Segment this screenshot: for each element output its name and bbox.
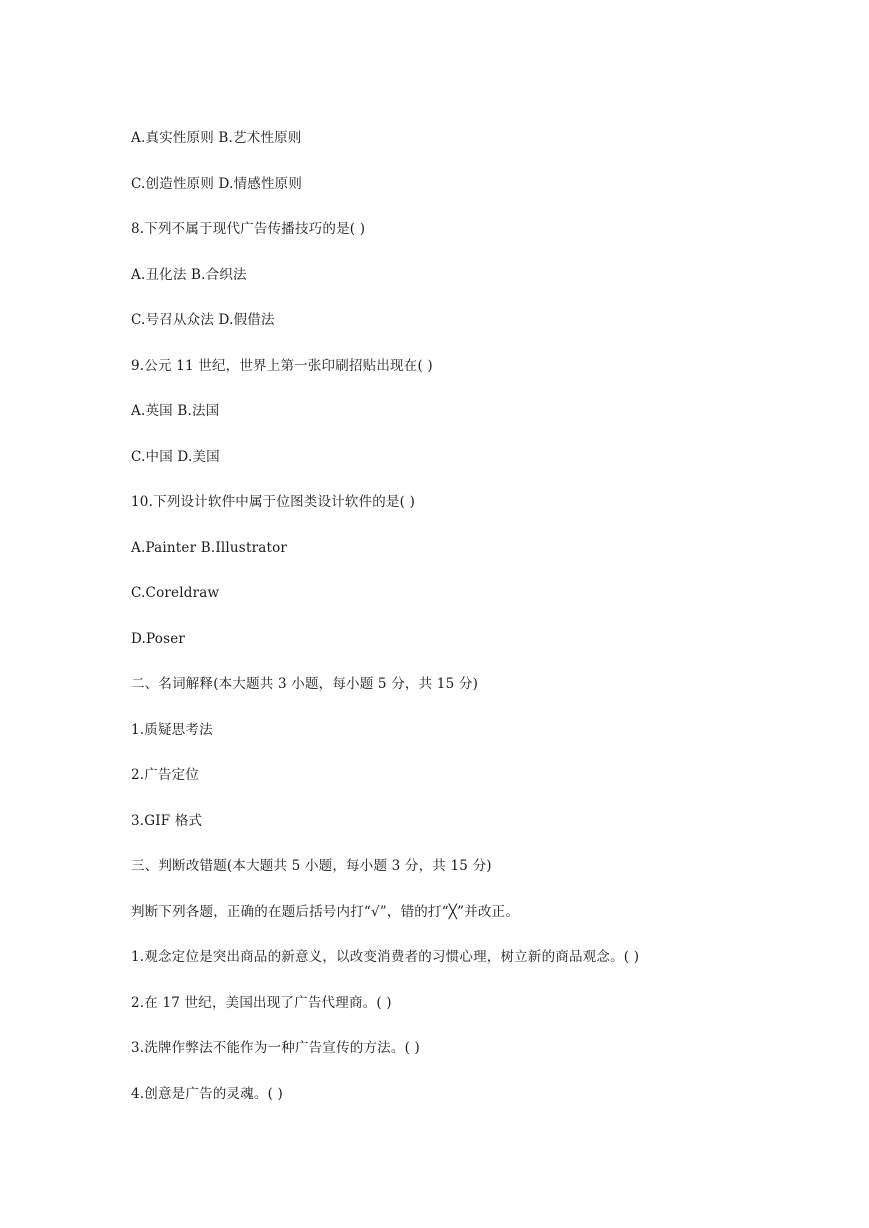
- term-item: 2.广告定位: [131, 767, 200, 783]
- document-page: [131, 124, 831, 1125]
- question-8: 8.下列不属于现代广告传播技巧的是( ): [131, 221, 366, 237]
- option-line: C.号召从众法 D.假借法: [131, 312, 275, 328]
- judgement-item: 2.在 17 世纪，美国出现了广告代理商。( ): [131, 994, 392, 1011]
- judgement-item: 4.创意是广告的灵魂。( ): [131, 1085, 284, 1102]
- option-line: C.Coreldraw: [131, 585, 220, 601]
- question-10: 10.下列设计软件中属于位图类设计软件的是( ): [131, 494, 416, 510]
- term-item: 3.GIF 格式: [131, 812, 203, 829]
- option-line: A.英国 B.法国: [131, 403, 220, 419]
- section-instruction: 判断下列各题，正确的在题后括号内打“√”，错的打“╳”并改正。: [131, 903, 520, 920]
- judgement-item: 1.观念定位是突出商品的新意义，以改变消费者的习惯心理，树立新的商品观念。( ): [131, 949, 640, 965]
- option-line: D.Poser: [131, 630, 186, 647]
- option-line: A.Painter B.Illustrator: [131, 539, 288, 556]
- option-line: C.创造性原则 D.情感性原则: [131, 175, 303, 192]
- question-9: 9.公元 11 世纪，世界上第一张印刷招贴出现在( ): [131, 357, 433, 374]
- option-line: C.中国 D.美国: [131, 448, 220, 465]
- judgement-item: 3.洗牌作弊法不能作为一种广告宣传的方法。( ): [131, 1040, 421, 1056]
- option-line: A.丑化法 B.合织法: [131, 266, 247, 283]
- section-heading-judgement: 三、判断改错题(本大题共 5 小题，每小题 3 分，共 15 分): [131, 858, 492, 874]
- option-line: A.真实性原则 B.艺术性原则: [131, 130, 302, 146]
- section-heading-terms: 二、名词解释(本大题共 3 小题，每小题 5 分，共 15 分): [131, 676, 479, 692]
- term-item: 1.质疑思考法: [131, 721, 213, 738]
